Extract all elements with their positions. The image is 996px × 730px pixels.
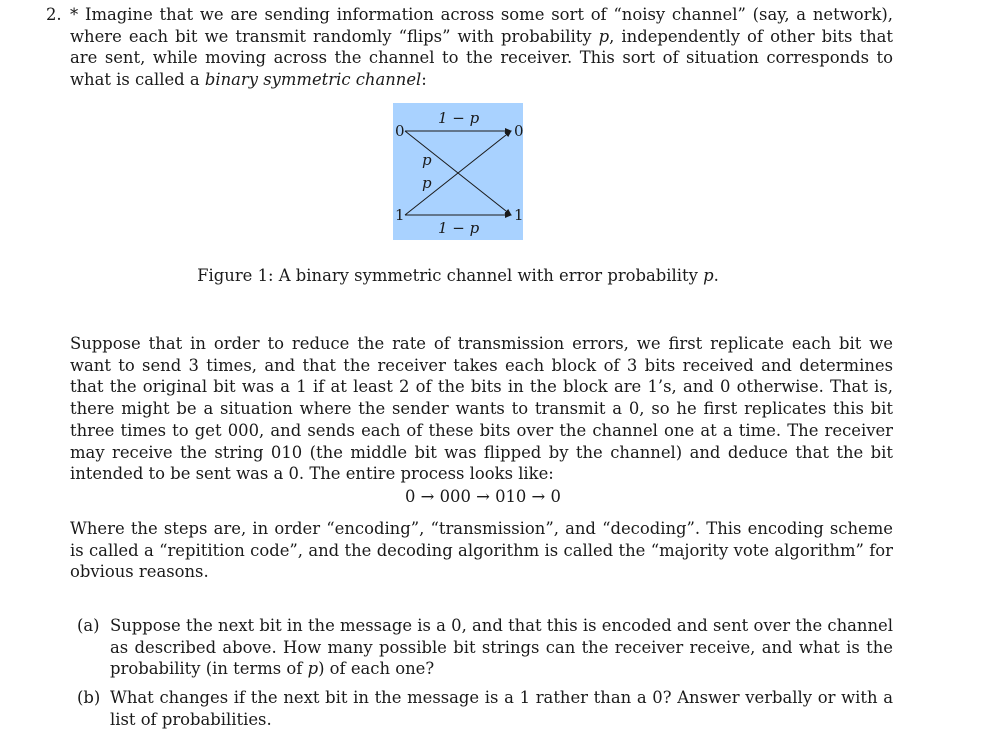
channel-diagram-svg	[393, 103, 523, 240]
input-node-1: 1	[395, 206, 405, 224]
intro-variable-p: p	[598, 26, 610, 46]
problem-number: 2.	[46, 5, 62, 24]
channel-diagram	[393, 103, 523, 240]
body-paragraph-2: Where the steps are, in order “encoding”, “transmission”, and “decoding”. This encoding scheme is called a “repitition code”, and the decoding algorithm is called the “majority vote algorithm” for obvious reasons.	[70, 519, 893, 582]
label-cross-p-lower: p	[422, 174, 432, 192]
subquestion-b-label: (b)	[77, 688, 101, 707]
label-top-1-minus-p: 1 − p	[438, 109, 480, 127]
body-paragraph: Suppose that in order to reduce the rate of transmission errors, we first replicate each bit we want to send 3 times, and that the receiver takes each block of 3 bits received and determines that the original bit was a 1 if at least 2 of the bits in the block are 1’s, and 0 otherwise. That is, there might be a situation where the sender wants to transmit a 0, so he first replicates this bit three times to get 000, and sends each of these bits over the channel one at a time. The receiver may receive the string 010 (the middle bit was flipped by the channel) and deduce that the bit intended to be sent was a 0. The entire process looks like:	[70, 334, 893, 484]
subquestion-a-label: (a)	[77, 616, 100, 635]
label-cross-p-upper: p	[422, 151, 432, 169]
subquestion-a-text-2: ) of each one?	[318, 659, 435, 679]
figure-caption	[0, 265, 916, 287]
problem-intro	[70, 4, 893, 91]
subquestion-a-text	[110, 615, 893, 680]
subquestion-a	[77, 615, 893, 681]
label-bottom-1-minus-p: 1 − p	[438, 219, 480, 237]
input-node-0: 0	[395, 122, 405, 140]
output-node-1: 1	[514, 206, 524, 224]
caption-variable-p: p	[703, 266, 714, 285]
subquestion-a-variable-p: p	[307, 659, 319, 679]
intro-text-a: * Imagine that we are sending information across some sort of “noisy channel” (say, a network), where each bit we transmit randomly “flips” with probability	[70, 5, 893, 46]
intro-end: :	[421, 70, 427, 90]
output-node-0: 0	[514, 122, 524, 140]
subquestion-a-text-1: Suppose the next bit in the message is a 0, and that this is encoded and sent over the channel as described above. How many possible bit strings can the receiver receive, and what is the probability (in terms of	[110, 616, 893, 679]
caption-period: .	[713, 266, 719, 285]
process-display-equation: 0 → 000 → 010 → 0	[405, 487, 561, 506]
subquestion-b	[77, 687, 893, 729]
intro-text-b: , independently of other bits that are sent, while moving across the channel to the receiver. This sort of situation corresponds to what is called a	[70, 26, 893, 90]
subquestion-b-text: What changes if the next bit in the message is a 1 rather than a 0? Answer verbally or with a list of probabilities.	[110, 688, 893, 729]
caption-text: Figure 1: A binary symmetric channel with error probability	[197, 266, 704, 285]
intro-term-bsc: binary symmetric channel	[204, 70, 422, 90]
